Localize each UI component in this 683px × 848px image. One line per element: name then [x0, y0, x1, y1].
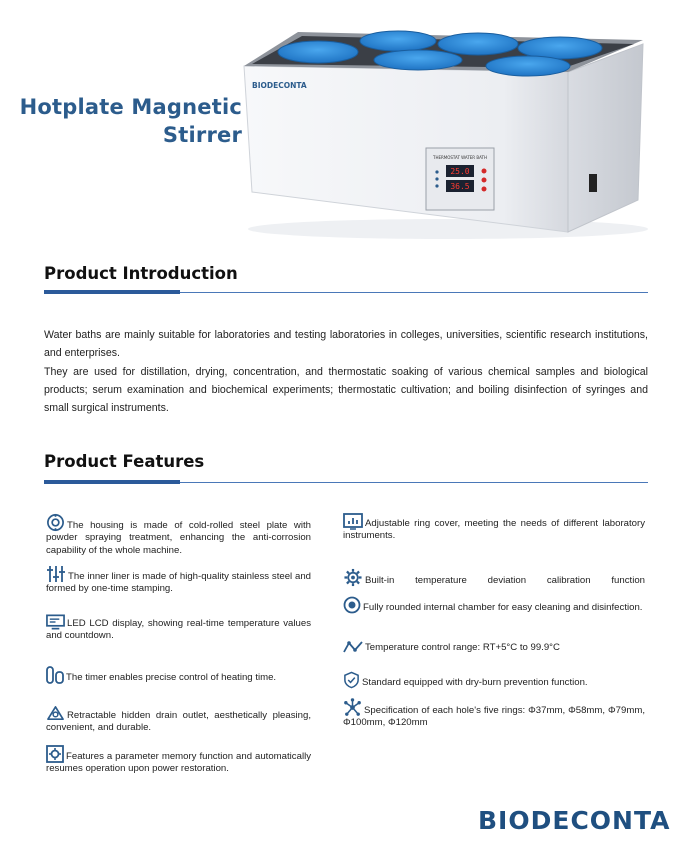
wave-icon — [343, 640, 363, 654]
drain-icon — [46, 705, 65, 722]
brand-logo: BIODECONTA — [478, 806, 671, 835]
display-bottom: 36.5 — [450, 182, 470, 191]
feature-rings-spec: Specification of each hole's five rings: Φ37mm, Φ58mm, Φ79mm, Φ100mm, Φ120mm — [343, 698, 645, 730]
gear-icon — [343, 568, 363, 587]
chart-icon — [343, 513, 363, 530]
sliders-icon — [46, 565, 66, 583]
intro-paragraph-2: They are used for distillation, drying, concentration, and thermostatic soaking of various chemical samples and biological products; serum examination and biochemical experiments; thermostatic cultivation; and boiling disinfection of syringes and small surgical instruments. — [44, 365, 648, 415]
intro-paragraph-1: Water baths are mainly suitable for laboratories and testing laboratories in colleges, universities, scientific research institutions, and enterprises. — [44, 329, 648, 360]
shield-icon — [343, 671, 360, 689]
intro-rule — [44, 292, 648, 293]
features-rule — [44, 482, 648, 483]
page-title-line2: Stirrer — [162, 123, 242, 147]
display-top: 25.0 — [450, 167, 470, 176]
page-title-line1: Hotplate Magnetic — [19, 95, 242, 119]
feature-memory: Features a parameter memory function and automatically resumes operation upon power restoration. — [46, 745, 311, 776]
panel-label: THERMOSTAT WATER BATH — [433, 155, 487, 160]
feature-chamber: Fully rounded internal chamber for easy cleaning and disinfection. — [343, 596, 645, 614]
display-icon — [46, 614, 65, 630]
intro-text — [44, 326, 648, 417]
intro-heading: Product Introduction — [44, 264, 238, 283]
features-heading: Product Features — [44, 452, 205, 471]
feature-display: LED LCD display, showing real-time temperature values and countdown. — [46, 614, 311, 643]
feature-liner: The inner liner is made of high-quality stainless steel and formed by one-time stamping. — [46, 565, 311, 596]
feature-housing: The housing is made of cold-rolled steel plate with powder spraying treatment, enhancing the anti-corrosion capability of the whole machine. — [46, 513, 311, 557]
timer-icon — [46, 666, 64, 684]
network-icon — [343, 698, 362, 717]
feature-timer: The timer enables precise control of heating time. — [46, 666, 311, 684]
circle-icon — [343, 596, 361, 614]
feature-dry-burn: Standard equipped with dry-burn prevention function. — [343, 671, 645, 689]
water-bath-image — [238, 14, 658, 244]
feature-ring-cover: Adjustable ring cover, meeting the needs of different laboratory instruments. — [343, 513, 645, 543]
feature-calibration: Built-in temperature deviation calibration function — [343, 568, 645, 587]
memory-icon — [46, 745, 64, 763]
product-brand-label: BIODECONTA — [252, 81, 307, 90]
feature-temp-range: Temperature control range: RT+5°C to 99.9°C — [343, 640, 645, 654]
target-icon — [46, 513, 65, 532]
feature-drain: Retractable hidden drain outlet, aesthetically pleasing, convenient, and durable. — [46, 705, 311, 735]
